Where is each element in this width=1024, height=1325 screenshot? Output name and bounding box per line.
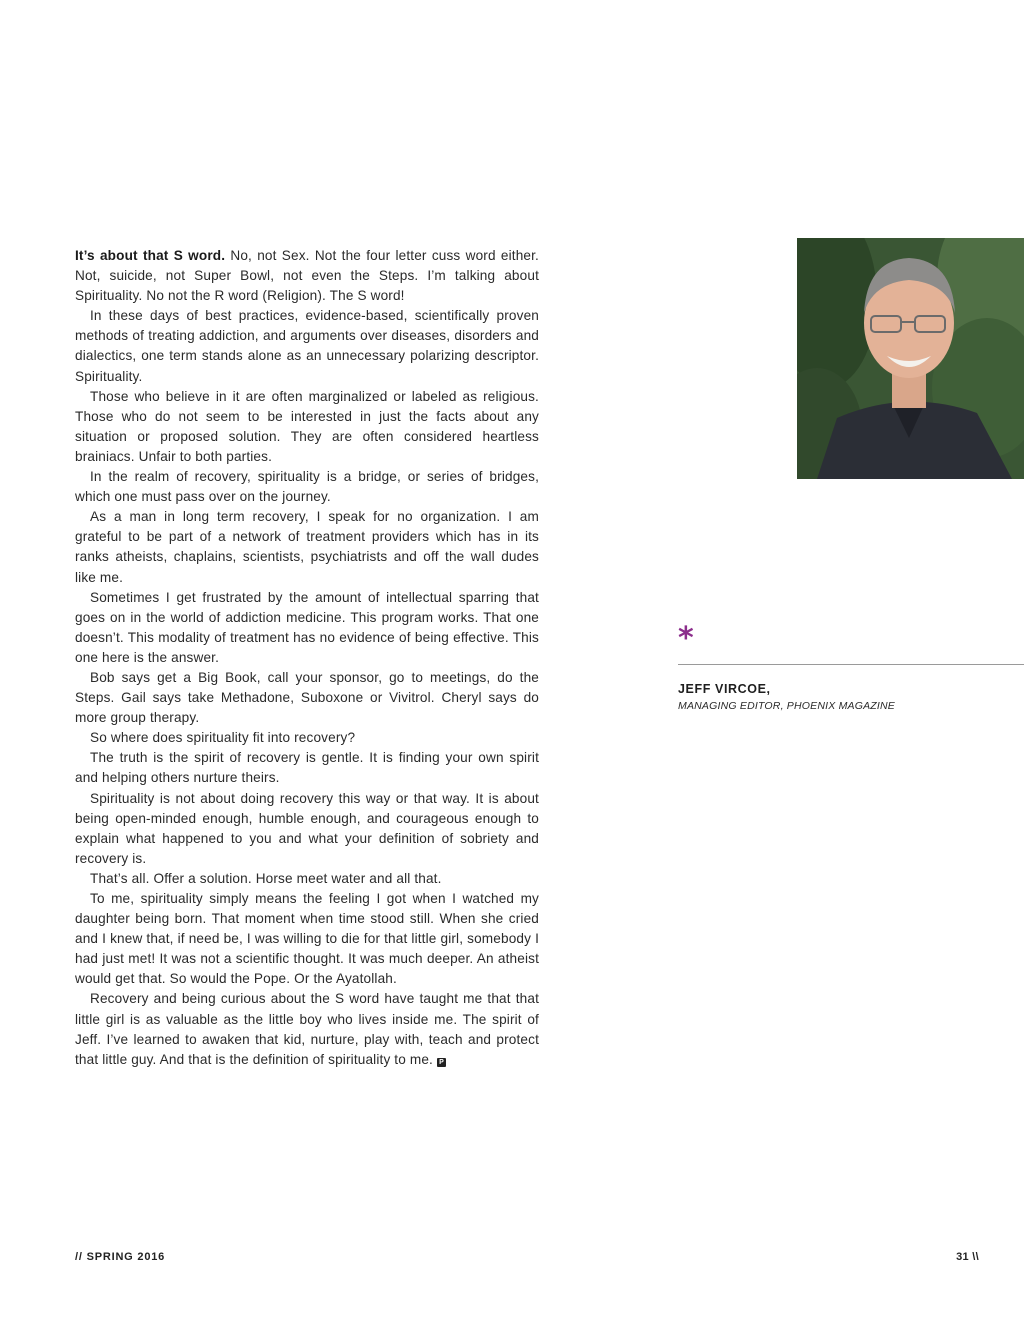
article-paragraph: Those who believe in it are often marginalized or labeled as religious. Those who do not seem to be interested in just the facts about any situation or proposed solution. They are often considered heartless brainiacs. Unfair to both parties. <box>75 388 539 464</box>
article-paragraph: As a man in long term recovery, I speak for no organization. I am grateful to be part of a network of treatment providers which has in its ranks atheists, chaplains, scientists, psychiatrists and off the wall dudes like me. <box>75 509 539 585</box>
author-portrait-illustration <box>797 238 1024 479</box>
article-paragraph: To me, spirituality simply means the feeling I got when I watched my daughter being born. That moment when time stood still. When she cried and I knew that, if need be, I was willing to die for that little girl, somebody I had just met! It was not a scientific thought. It was much deeper. An atheist would get that. So would the Pope. Or the Ayatollah. <box>75 891 539 987</box>
article-paragraph: In the realm of recovery, spirituality is a bridge, or series of bridges, which one must pass over on the journey. <box>75 469 539 505</box>
article-paragraph: That’s all. Offer a solution. Horse meet water and all that. <box>90 870 442 886</box>
divider <box>678 664 1024 665</box>
end-mark-icon: P <box>437 1058 446 1067</box>
article-paragraph: So where does spirituality fit into recovery? <box>90 730 356 746</box>
article-paragraph: Bob says get a Big Book, call your sponsor, go to meetings, do the Steps. Gail says take Methadone, Suboxone or Vivitrol. Cheryl says do more group therapy. <box>75 669 539 726</box>
asterisk-icon: * <box>678 621 694 656</box>
article-paragraph: Spirituality is not about doing recovery this way or that way. It is about being open-minded enough, humble enough, and courageous enough to explain what happened to you and what your definition of sobriety and recovery is. <box>75 790 539 866</box>
footer-page-number: 31 \\ <box>956 1251 979 1263</box>
article-lead-paragraph <box>75 246 539 306</box>
article-paragraph: Sometimes I get frustrated by the amount of intellectual sparring that goes on in the world of addiction medicine. This program works. That one doesn’t. This modality of treatment has no evidence of being effective. This one here is the answer. <box>75 589 539 665</box>
author-photo <box>797 238 1024 479</box>
author-title: MANAGING EDITOR, PHOENIX MAGAZINE <box>678 700 896 712</box>
article-paragraph: In these days of best practices, evidence-based, scientifically proven methods of treating addiction, and arguments over diseases, disorders and dialectics, one term stands alone as an unnecessary polarizing descriptor. Spirituality. <box>75 308 539 384</box>
author-name: JEFF VIRCOE, <box>678 682 771 696</box>
lead-text: No, not Sex. Not the four letter cuss word either. Not, suicide, not Super Bowl, not even the Steps. I’m talking about Spirituality. No not the R word (Religion). The S word! <box>75 248 539 304</box>
footer-issue: // SPRING 2016 <box>75 1251 166 1263</box>
final-paragraph-text: Recovery and being curious about the S word have taught me that that little girl is as valuable as the little boy who lives inside me. The spirit of Jeff. I’ve learned to awaken that kid, nurture, play with, teach and protect that little guy. And that is the definition of spirituality to me. <box>75 991 539 1067</box>
article-final-paragraph <box>75 989 539 1069</box>
lead-heading: It’s about that S word. <box>75 248 226 263</box>
article-body <box>75 246 539 1070</box>
article-paragraph: The truth is the spirit of recovery is gentle. It is finding your own spirit and helping others nurture theirs. <box>75 750 539 786</box>
